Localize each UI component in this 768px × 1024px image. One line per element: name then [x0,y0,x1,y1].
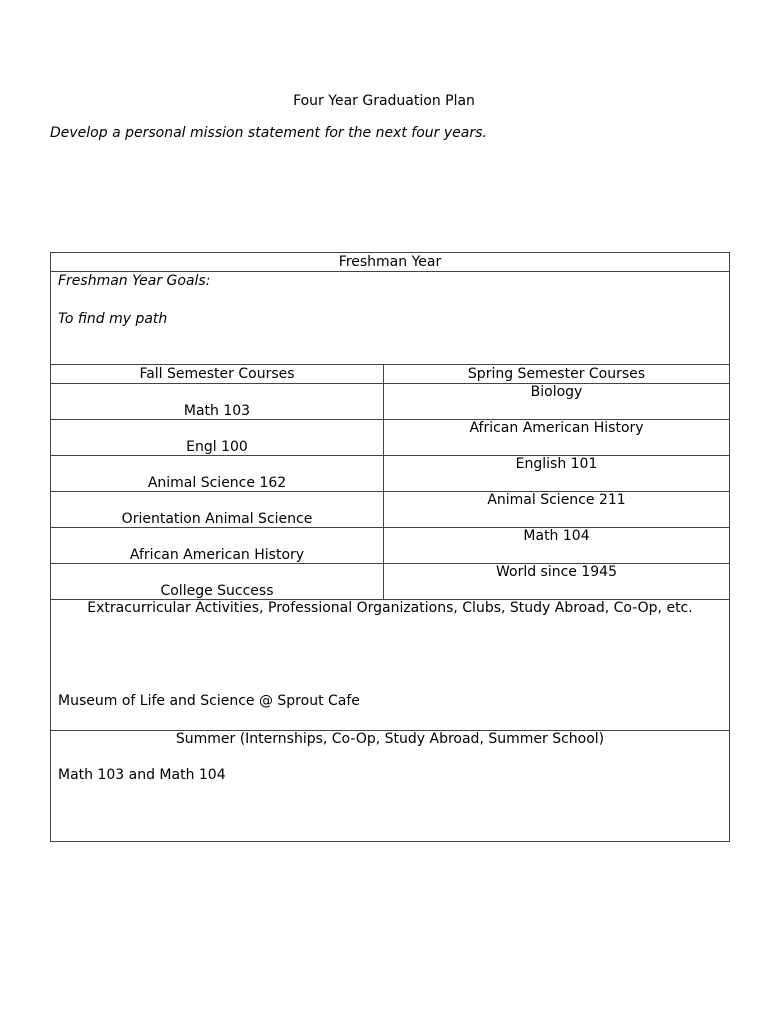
spring-course: World since 1945 [495,564,618,580]
fall-course-cell [51,492,384,528]
fall-course-cell [51,564,384,600]
course-row [51,420,730,456]
spring-course-cell [384,384,730,420]
extracurricular-cell [51,600,730,731]
summer-heading: Summer (Internships, Co-Op, Study Abroad, Summer School) [175,731,605,747]
year-header-row [51,253,730,272]
fall-course: Animal Science 162 [147,475,287,491]
extracurricular-row [51,600,730,731]
course-row [51,384,730,420]
year-header: Freshman Year [51,253,730,272]
spring-course: African American History [469,420,644,436]
spring-course-cell [384,528,730,564]
fall-course-cell [51,528,384,564]
course-row [51,564,730,600]
freshman-year-table [50,252,730,842]
spring-course: Biology [530,384,583,400]
spring-course-cell [384,420,730,456]
course-row [51,528,730,564]
spring-course: Animal Science 211 [487,492,626,508]
spring-course: Math 104 [523,528,590,544]
goals-row [51,272,730,365]
summer-text: Math 103 and Math 104 [58,767,226,783]
fall-course-cell [51,456,384,492]
course-row [51,456,730,492]
spring-semester-header: Spring Semester Courses [384,365,730,384]
fall-course: Orientation Animal Science [121,511,313,527]
goals-cell [51,272,730,365]
mission-statement-prompt: Develop a personal mission statement for the next four years. [50,125,487,141]
fall-course: College Success [160,583,274,599]
spring-course: English 101 [515,456,598,472]
summer-cell [51,731,730,842]
spring-course-cell [384,456,730,492]
spring-course-cell [384,492,730,528]
extracurricular-heading: Extracurricular Activities, Professional Organizations, Clubs, Study Abroad, Co-Op, etc. [87,600,693,616]
course-row [51,492,730,528]
fall-course: African American History [129,547,305,563]
extracurricular-text: Museum of Life and Science @ Sprout Cafe [58,693,360,709]
fall-course-cell [51,420,384,456]
fall-course: Math 103 [183,403,251,419]
fall-course: Engl 100 [186,439,248,455]
fall-semester-header: Fall Semester Courses [51,365,384,384]
semester-header-row [51,365,730,384]
goals-text: To find my path [58,311,168,327]
goals-label: Freshman Year Goals: [58,273,211,289]
summer-row [51,731,730,842]
fall-course-cell [51,384,384,420]
spring-course-cell [384,564,730,600]
document-title: Four Year Graduation Plan [293,93,475,109]
